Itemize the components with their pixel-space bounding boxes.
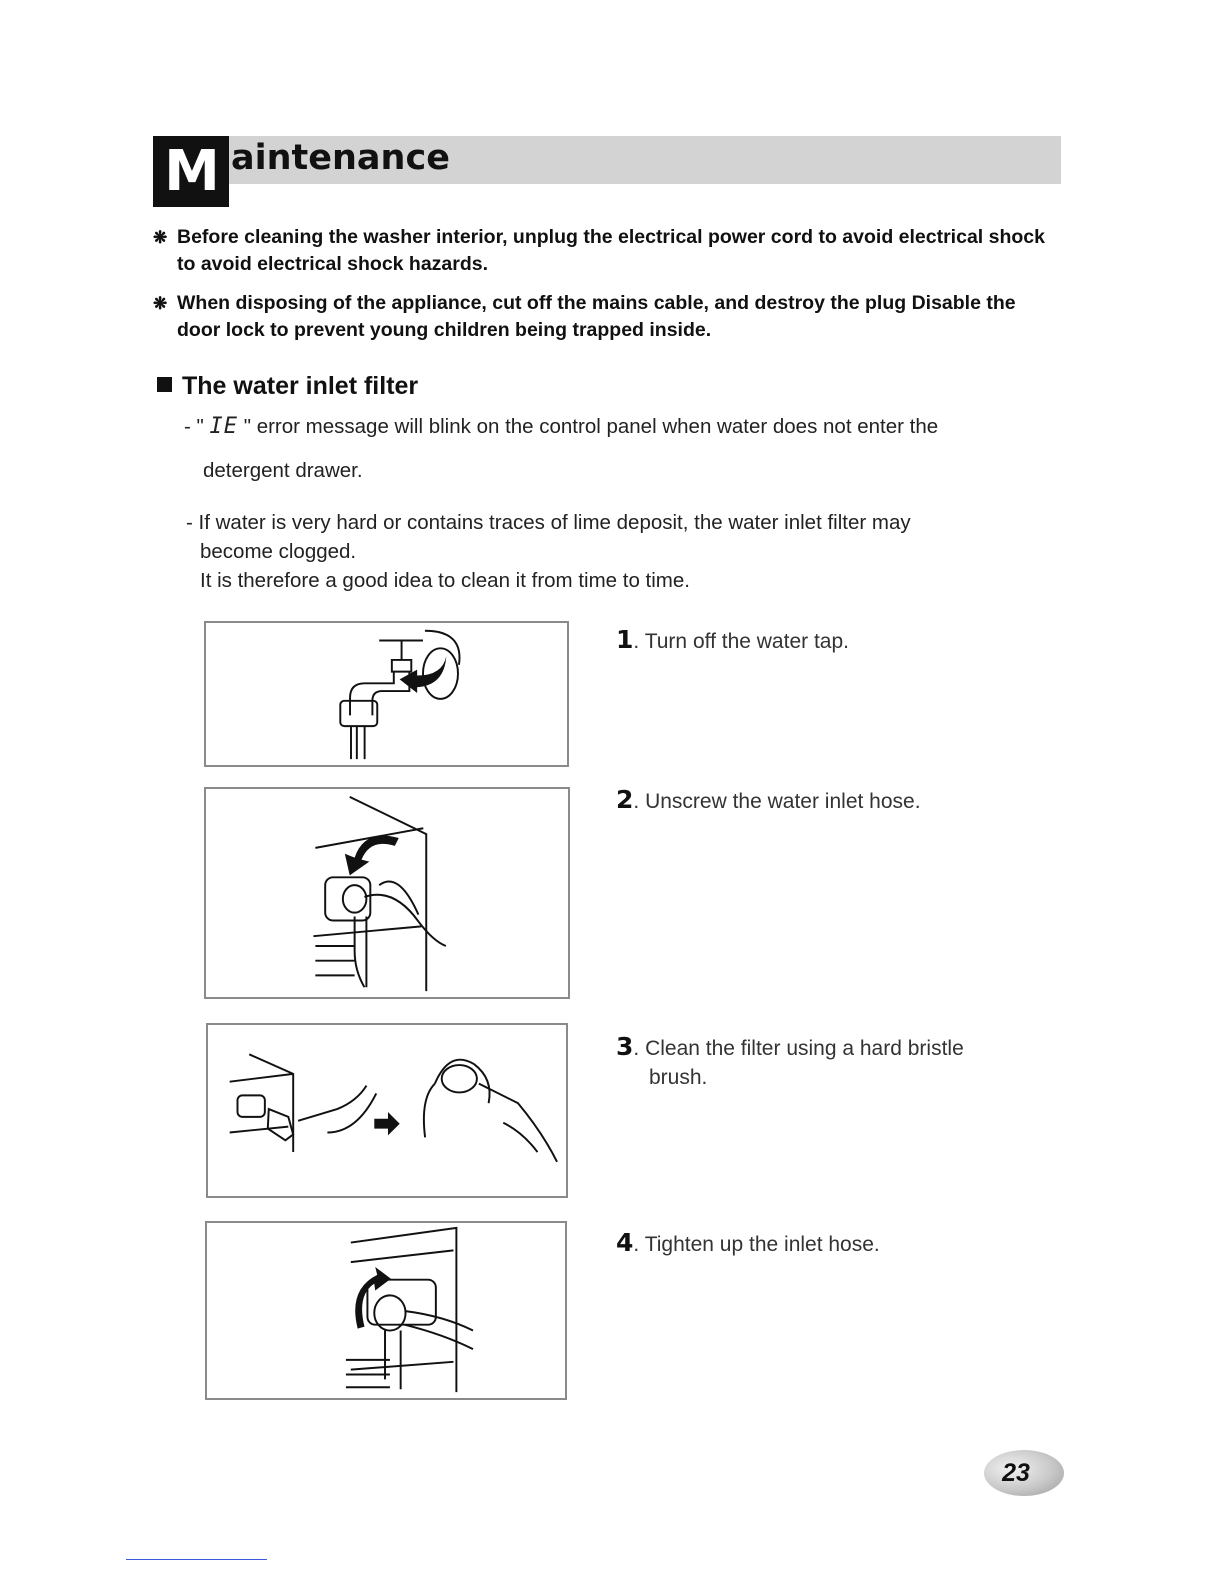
step-text: Clean the filter using a hard bristle xyxy=(645,1037,964,1060)
step-text: Turn off the water tap. xyxy=(644,630,849,653)
step-number: 3 xyxy=(616,1032,634,1061)
step-4: 4. Tighten up the inlet hose. xyxy=(616,1228,880,1257)
water-tap-illustration xyxy=(206,623,567,765)
asterisk-icon: ❋ xyxy=(153,294,168,313)
step-3: 3. Clean the filter using a hard bristle xyxy=(616,1032,964,1061)
error-message-continuation: detergent drawer. xyxy=(203,459,363,482)
step-1: 1. Turn off the water tap. xyxy=(616,625,849,654)
error-message-line xyxy=(184,412,938,441)
header-initial: M xyxy=(153,136,229,207)
figure-tighten-hose xyxy=(205,1221,567,1400)
step-number: 2 xyxy=(616,785,634,814)
figure-clean-filter xyxy=(206,1023,568,1198)
step-2: 2. Unscrew the water inlet hose. xyxy=(616,785,921,814)
unscrew-hose-illustration xyxy=(206,789,568,997)
bullet-square-icon xyxy=(157,377,172,392)
page-number-badge xyxy=(984,1450,1064,1496)
error-prefix: - " xyxy=(184,415,204,438)
footer-divider xyxy=(126,1559,267,1560)
warning-unplug xyxy=(153,224,1053,278)
warning-text: When disposing of the appliance, cut off the mains cable, and destroy the plug Disable the door lock to prevent young children being trapped inside. xyxy=(177,292,1016,341)
asterisk-icon: ❋ xyxy=(153,228,168,247)
step-text: Tighten up the inlet hose. xyxy=(644,1233,880,1256)
step-number: 1 xyxy=(616,625,634,654)
page-title: aintenance xyxy=(231,138,450,178)
section-title-text: The water inlet filter xyxy=(182,372,419,400)
warning-text: Before cleaning the washer interior, unplug the electrical power cord to avoid electrical shock to avoid electrical shock hazards. xyxy=(177,226,1045,275)
error-suffix: " error message will blink on the control panel when water does not enter the xyxy=(243,415,939,438)
step-number: 4 xyxy=(616,1228,634,1257)
figure-unscrew-hose xyxy=(204,787,570,999)
warning-disposal xyxy=(153,290,1053,344)
step-3-continuation: brush. xyxy=(649,1066,708,1089)
hard-water-line-3: It is therefore a good idea to clean it from time to time. xyxy=(200,569,690,592)
step-text: Unscrew the water inlet hose. xyxy=(645,790,921,813)
error-code: IE xyxy=(209,414,239,439)
hard-water-line-1: - If water is very hard or contains traces of lime deposit, the water inlet filter may xyxy=(186,511,911,534)
clean-filter-illustration xyxy=(208,1025,566,1196)
section-title xyxy=(157,372,418,401)
page-number: 23 xyxy=(1002,1459,1030,1487)
tighten-hose-illustration xyxy=(207,1223,565,1398)
figure-water-tap xyxy=(204,621,569,767)
hard-water-line-2: become clogged. xyxy=(200,540,357,563)
